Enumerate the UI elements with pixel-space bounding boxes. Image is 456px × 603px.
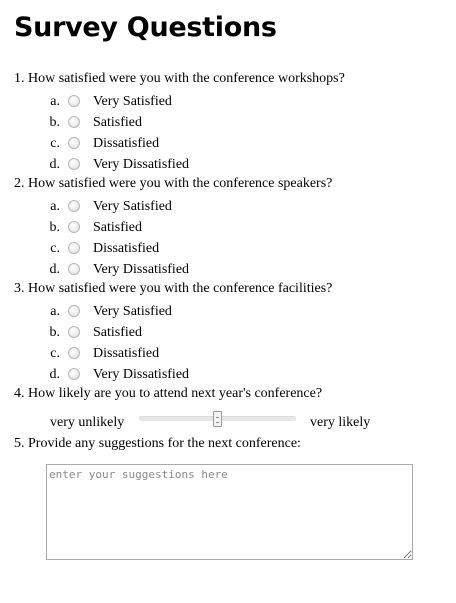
option-label: Very Satisfied bbox=[93, 199, 172, 214]
question-5-text: 5. Provide any suggestions for the next conference: bbox=[14, 436, 301, 451]
radio-button[interactable] bbox=[68, 116, 80, 128]
option-label: Satisfied bbox=[93, 220, 142, 235]
option-letter: b. bbox=[49, 115, 60, 130]
question-4-text: 4. How likely are you to attend next year's conference? bbox=[14, 386, 323, 401]
option-1a[interactable] bbox=[0, 92, 300, 113]
option-letter: c. bbox=[50, 136, 60, 151]
option-1b[interactable] bbox=[0, 113, 300, 134]
option-letter: c. bbox=[50, 241, 60, 256]
question-2-text: 2. How satisfied were you with the conference speakers? bbox=[14, 176, 333, 191]
option-label: Very Dissatisfied bbox=[93, 367, 190, 382]
option-3d[interactable] bbox=[0, 365, 300, 386]
suggestions-textarea[interactable] bbox=[46, 464, 413, 560]
option-label: Very Dissatisfied bbox=[93, 262, 190, 277]
option-2c[interactable] bbox=[0, 239, 300, 260]
slider-max-label: very likely bbox=[310, 415, 371, 430]
slider-min-label: very unlikely bbox=[50, 415, 125, 430]
radio-button[interactable] bbox=[68, 158, 80, 170]
option-label: Very Satisfied bbox=[93, 304, 172, 319]
option-label: Dissatisfied bbox=[93, 346, 160, 361]
option-label: Dissatisfied bbox=[93, 241, 160, 256]
option-3a[interactable] bbox=[0, 302, 300, 323]
option-letter: c. bbox=[50, 346, 60, 361]
option-1d[interactable] bbox=[0, 155, 300, 176]
radio-button[interactable] bbox=[68, 242, 80, 254]
option-3c[interactable] bbox=[0, 344, 300, 365]
option-2a[interactable] bbox=[0, 197, 300, 218]
option-letter: d. bbox=[49, 262, 60, 277]
option-label: Very Satisfied bbox=[93, 94, 172, 109]
option-letter: a. bbox=[50, 199, 60, 214]
slider-thumb[interactable] bbox=[213, 411, 222, 427]
option-1c[interactable] bbox=[0, 134, 300, 155]
option-label: Dissatisfied bbox=[93, 136, 160, 151]
radio-button[interactable] bbox=[68, 137, 80, 149]
radio-button[interactable] bbox=[68, 368, 80, 380]
option-label: Very Dissatisfied bbox=[93, 157, 190, 172]
radio-button[interactable] bbox=[68, 326, 80, 338]
option-label: Satisfied bbox=[93, 325, 142, 340]
question-3-text: 3. How satisfied were you with the conference facilities? bbox=[14, 281, 333, 296]
likelihood-slider-row bbox=[0, 412, 456, 434]
radio-button[interactable] bbox=[68, 263, 80, 275]
likelihood-slider[interactable] bbox=[139, 416, 296, 421]
option-letter: d. bbox=[49, 157, 60, 172]
radio-button[interactable] bbox=[68, 95, 80, 107]
option-letter: b. bbox=[49, 220, 60, 235]
option-letter: d. bbox=[49, 367, 60, 382]
option-letter: a. bbox=[50, 304, 60, 319]
option-2d[interactable] bbox=[0, 260, 300, 281]
option-2b[interactable] bbox=[0, 218, 300, 239]
option-label: Satisfied bbox=[93, 115, 142, 130]
radio-button[interactable] bbox=[68, 347, 80, 359]
radio-button[interactable] bbox=[68, 221, 80, 233]
radio-button[interactable] bbox=[68, 305, 80, 317]
option-letter: a. bbox=[50, 94, 60, 109]
option-letter: b. bbox=[49, 325, 60, 340]
page-title: Survey Questions bbox=[14, 12, 277, 43]
option-3b[interactable] bbox=[0, 323, 300, 344]
question-1-text: 1. How satisfied were you with the conference workshops? bbox=[14, 71, 345, 86]
radio-button[interactable] bbox=[68, 200, 80, 212]
